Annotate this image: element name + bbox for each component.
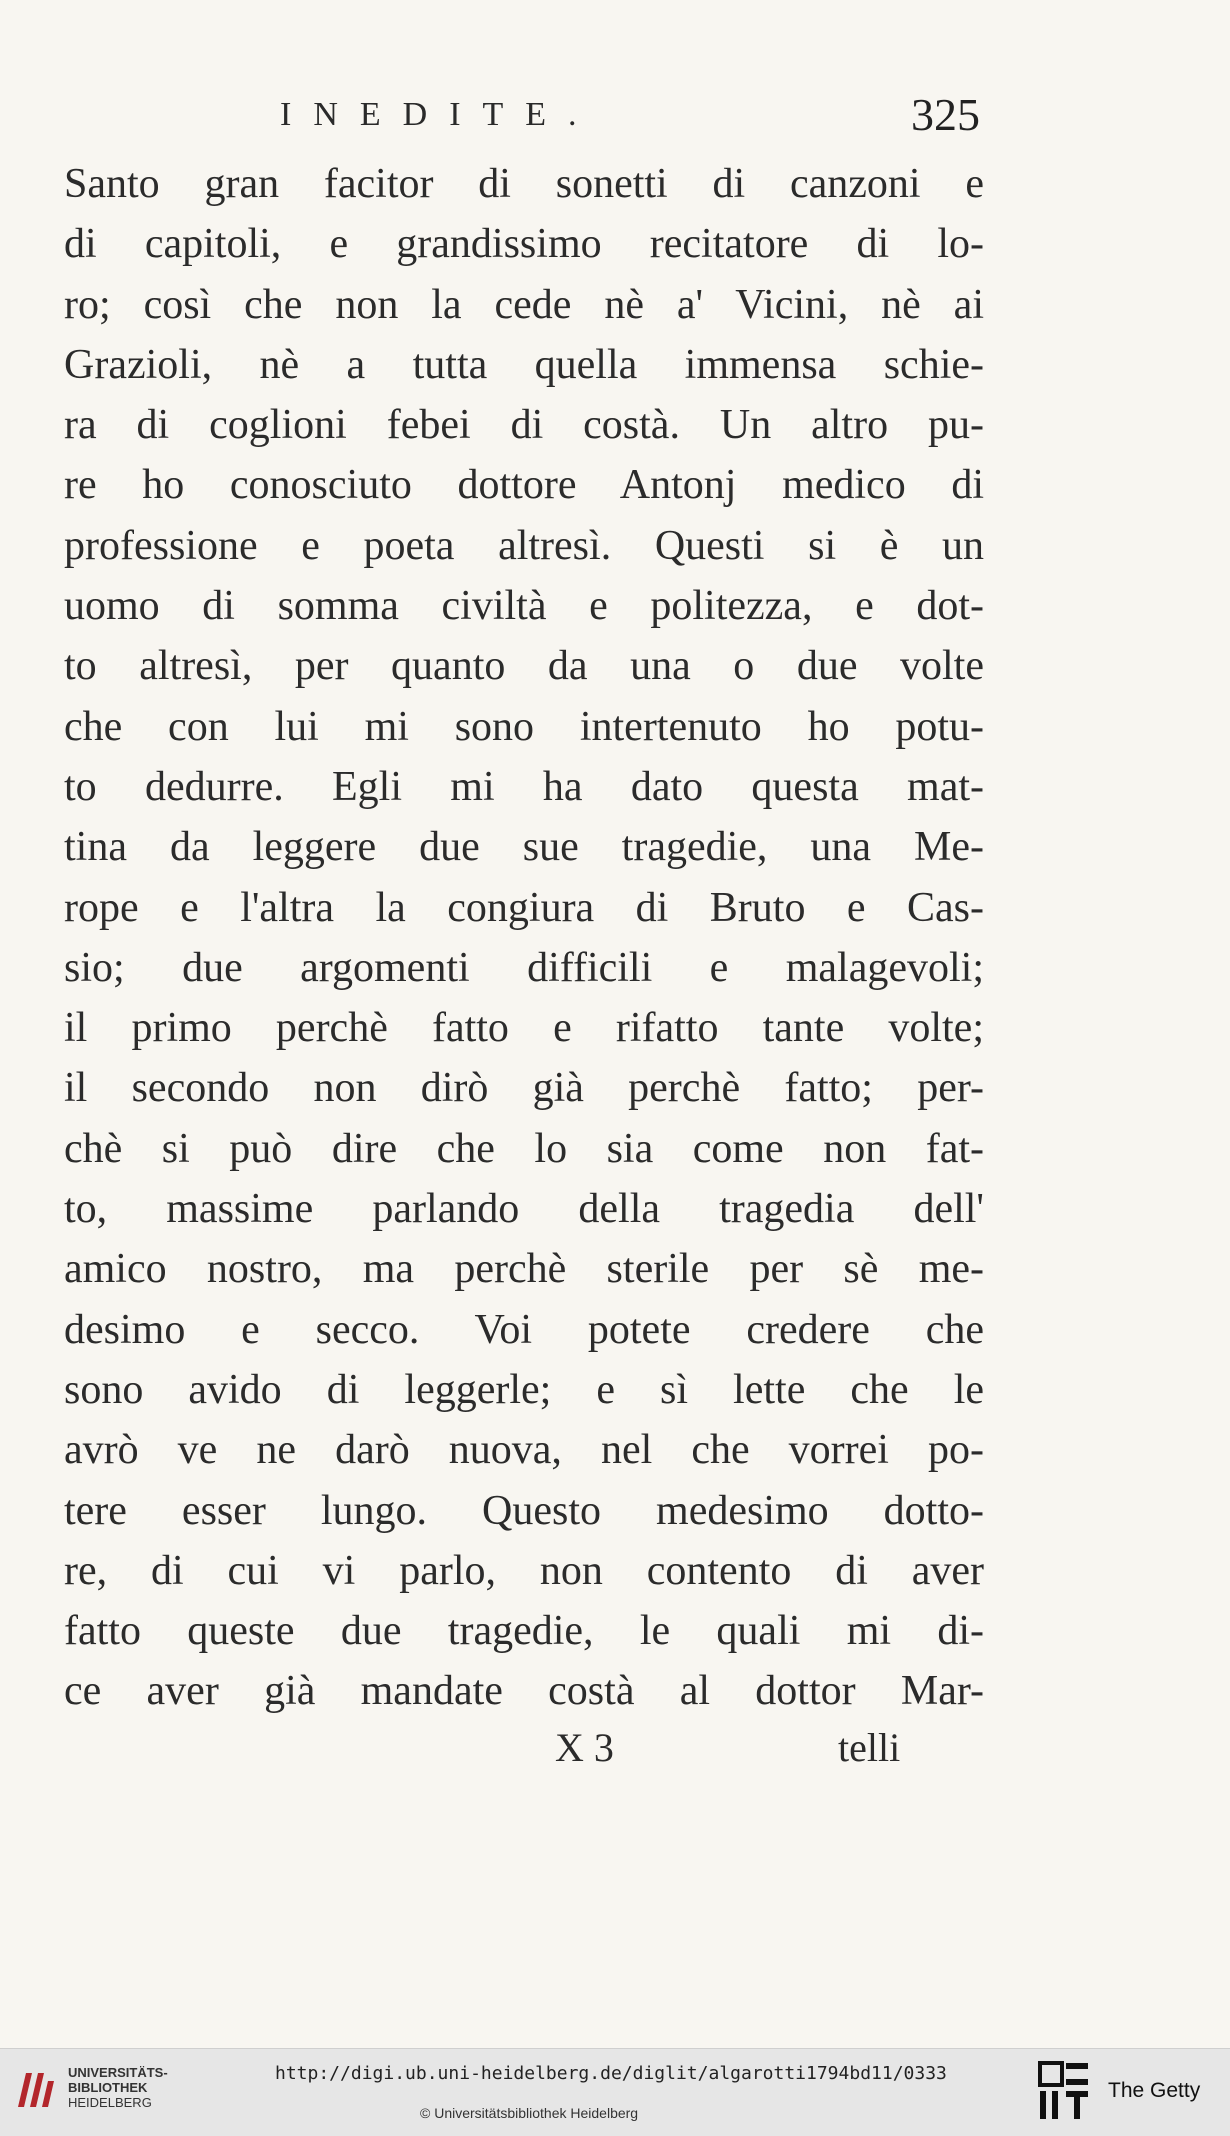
text-line: il primo perchè fatto e rifatto tante volte; (64, 1005, 984, 1052)
text-line: avrò ve ne darò nuova, nel che vorrei po- (64, 1427, 984, 1474)
running-head: INEDITE. (280, 96, 599, 133)
text-line: professione e poeta altresì. Questi si è un (64, 522, 984, 569)
body-text (64, 154, 984, 1722)
university-library-logo-icon[interactable] (12, 2067, 58, 2113)
text-line: uomo di somma civiltà e politezza, e dot- (64, 583, 984, 630)
text-line: Grazioli, nè a tutta quella immensa schie- (64, 341, 984, 388)
library-name-line: UNIVERSITÄTS- (68, 2065, 168, 2080)
text-line: ra di coglioni febei di costà. Un altro pu- (64, 402, 984, 449)
library-name (68, 2065, 168, 2110)
viewer-footer-bar (0, 2048, 1230, 2136)
permalink-url[interactable]: http://digi.ub.uni-heidelberg.de/diglit/algarotti1794bd11/0333 (275, 2063, 947, 2084)
text-line: sono avido di leggerle; e sì lette che le (64, 1366, 984, 1413)
library-name-line: HEIDELBERG (68, 2095, 152, 2110)
text-line: tere esser lungo. Questo medesimo dotto- (64, 1487, 984, 1534)
text-line: di capitoli, e grandissimo recitatore di lo- (64, 221, 984, 268)
getty-logo-icon[interactable] (1038, 2061, 1090, 2123)
text-line: amico nostro, ma perchè sterile per sè me- (64, 1246, 984, 1293)
page-header (60, 89, 980, 146)
text-line: tina da leggere due sue tragedie, una Me- (64, 824, 984, 871)
copyright-notice: © Universitätsbibliothek Heidelberg (420, 2105, 639, 2121)
text-line: rope e l'altra la congiura di Bruto e Cas- (64, 884, 984, 931)
text-line: che con lui mi sono intertenuto ho potu- (64, 703, 984, 750)
text-line: to altresì, per quanto da una o due volte (64, 643, 984, 690)
text-line: re ho conosciuto dottore Antonj medico di (64, 462, 984, 509)
text-line: to, massime parlando della tragedia dell' (64, 1186, 984, 1233)
text-line: Santo gran facitor di sonetti di canzoni e (64, 161, 984, 207)
text-line: desimo e secco. Voi potete credere che (64, 1306, 984, 1353)
text-line: re, di cui vi parlo, non contento di aver (64, 1547, 984, 1594)
text-line: ro; così che non la cede nè a' Vicini, nè ai (64, 281, 984, 328)
text-line: il secondo non dirò già perchè fatto; per- (64, 1065, 984, 1112)
text-line: sio; due argomenti difficili e malagevoli; (64, 944, 984, 991)
text-line: chè si può dire che lo sia come non fat- (64, 1125, 984, 1172)
text-line: to dedurre. Egli mi ha dato questa mat- (64, 763, 984, 810)
catchword: telli (838, 1725, 901, 1770)
text-line: fatto queste due tragedie, le quali mi di- (64, 1608, 984, 1655)
signature-mark: X 3 (555, 1725, 614, 1770)
page-number: 325 (911, 89, 980, 140)
text-line: ce aver già mandate costà al dottor Mar- (64, 1668, 984, 1715)
library-name-line: BIBLIOTHEK (68, 2080, 148, 2095)
getty-label: The Getty (1108, 2079, 1201, 2102)
